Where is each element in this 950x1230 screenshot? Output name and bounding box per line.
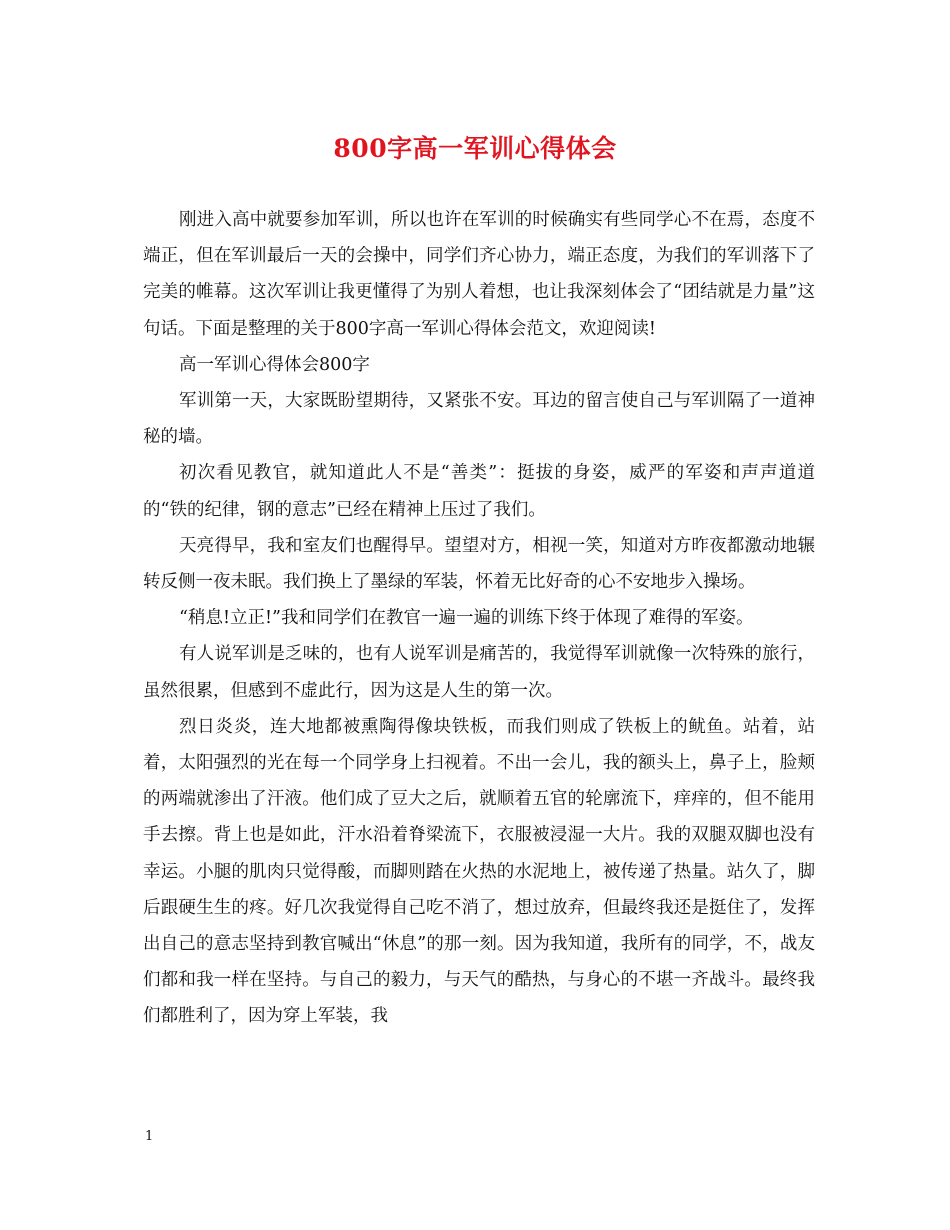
- document-body: [143, 202, 815, 1035]
- paragraph: 烈日炎炎，连大地都被熏陶得像块铁板，而我们则成了铁板上的鱿鱼。站着，站着，太阳强烈的光在每一个同学身上扫视着。不出一会儿，我的额头上，鼻子上，脸颊的两端就渗出了汗液。他们成了豆大之后，就顺着五官的轮廓流下，痒痒的，但不能用手去擦。背上也是如此，汗水沿着脊梁流下，衣服被浸湿一大片。我的双腿双脚也没有幸运。小腿的肌肉只觉得酸，而脚则踏在火热的水泥地上，被传递了热量。站久了，脚后跟硬生生的疼。好几次我觉得自己吃不消了，想过放弃，但最终我还是挺住了，发挥出自己的意志坚持到教官喊出“休息”的那一刻。因为我知道，我所有的同学，不，战友们都和我一样在坚持。与自己的毅力，与天气的酷热，与身心的不堪一齐战斗。最终我们都胜利了，因为穿上军装，我: [143, 716, 815, 1027]
- paragraph: 初次看见教官，就知道此人不是“善类”：挺拔的身姿，威严的军姿和声声道道的“铁的纪律，钢的意志”已经在精神上压过了我们。: [143, 463, 815, 520]
- page-number: 1: [145, 1129, 154, 1144]
- paragraph: “稍息!立正!”我和同学们在教官一遍一遍的训练下终于体现了难得的军姿。: [179, 608, 754, 629]
- paragraph: 天亮得早，我和室友们也醒得早。望望对方，相视一笑，知道对方昨夜都激动地辗转反侧一夜未眠。我们换上了墨绿的军装，怀着无比好奇的心不安地步入操场。: [143, 535, 815, 593]
- paragraph: 有人说军训是乏味的，也有人说军训是痛苦的，我觉得军训就像一次特殊的旅行，虽然很累，但感到不虚此行，因为这是人生的第一次。: [143, 644, 815, 701]
- document-title: 800字高一军训心得体会: [333, 134, 617, 163]
- paragraph-intro: 刚进入高中就要参加军训，所以也许在军训的时候确实有些同学心不在焉，态度不端正，但在军训最后一天的会操中，同学们齐心协力，端正态度，为我们的军训落下了完美的帷幕。这次军训让我更懂得了为别人着想，也让我深刻体会了“团结就是力量”这句话。下面是整理的关于800字高一军训心得体会范文，欢迎阅读!: [143, 210, 815, 339]
- paragraph: 军训第一天，大家既盼望期待，又紧张不安。耳边的留言使自己与军训隔了一道神秘的墙。: [143, 391, 815, 448]
- paragraph-subtitle: 高一军训心得体会800字: [179, 354, 370, 375]
